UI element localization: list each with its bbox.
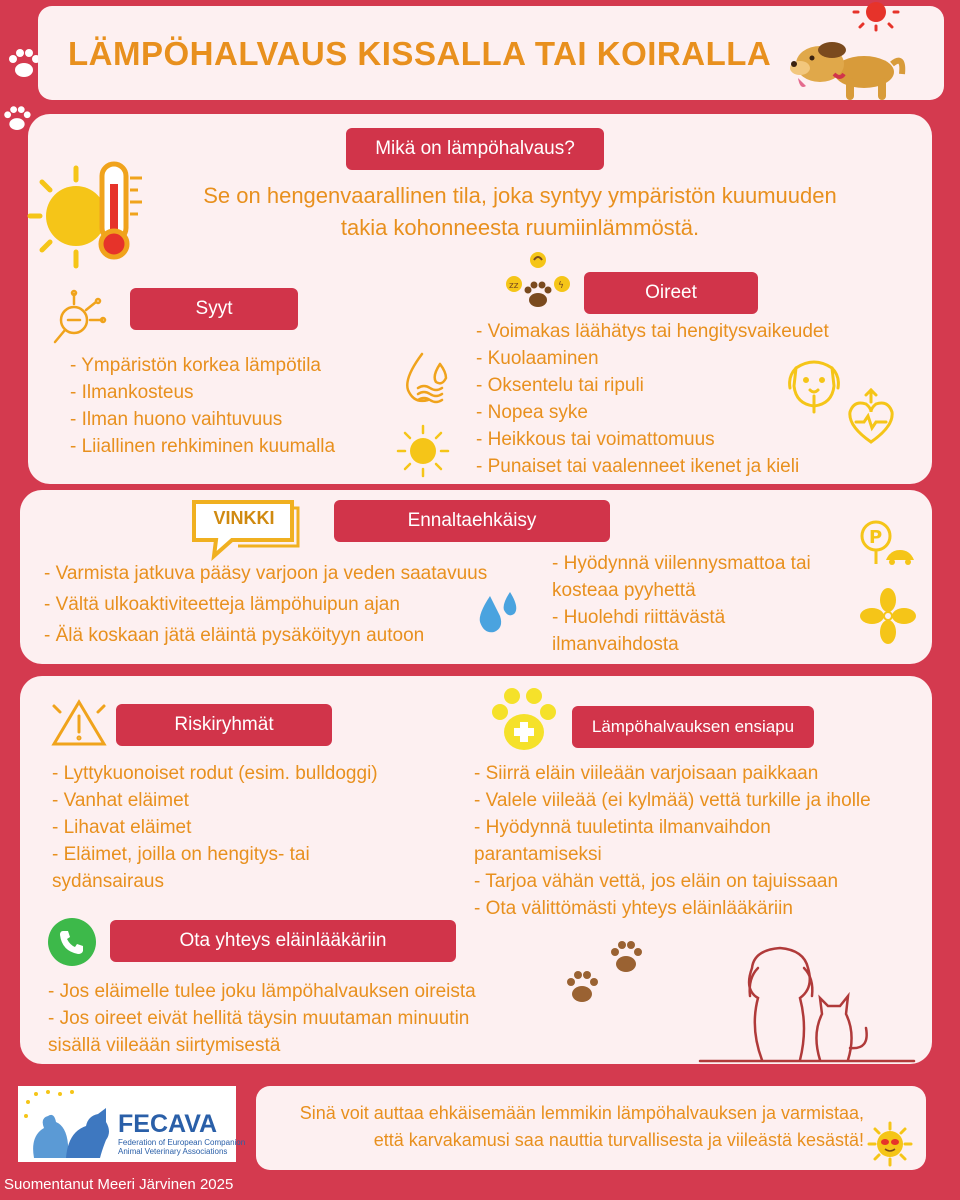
dog-and-cat-silhouette-icon bbox=[700, 938, 914, 1064]
prevention-right-list bbox=[552, 550, 811, 658]
definition-text bbox=[150, 180, 890, 244]
risk-list bbox=[52, 760, 378, 895]
list-line: ilmanvaihdosta bbox=[552, 634, 679, 655]
first-aid-list bbox=[474, 760, 871, 922]
list-item: - Ympäristön korkea lämpötila bbox=[70, 355, 321, 376]
list-item: - Oksentelu tai ripuli bbox=[476, 375, 644, 396]
sun-thermometer-icon bbox=[34, 160, 150, 278]
symptoms-list bbox=[476, 318, 829, 480]
logo-subtitle bbox=[118, 1138, 245, 1156]
list-line: - Lyttykuonoiset rodut (esim. bulldoggi) bbox=[52, 763, 378, 784]
list-item: - Liiallinen rehkiminen kuumalla bbox=[70, 436, 336, 457]
warning-icon bbox=[48, 696, 110, 748]
tip-badge: VINKKI bbox=[213, 508, 275, 528]
list-item: - Punaiset tai vaalenneet ikenet ja kieli bbox=[476, 456, 800, 477]
list-line: - Huolehdi riittävästä bbox=[552, 607, 726, 628]
svg-text:zz: zz bbox=[509, 281, 519, 291]
fecava-animals-icon bbox=[22, 1088, 114, 1160]
list-item: - Heikkous tai voimattomuus bbox=[476, 429, 715, 450]
definition-line: Se on hengenvaarallinen tila, joka syntyy ympäristön kuumuuden bbox=[203, 183, 837, 208]
list-line: - Valele viileää (ei kylmää) vettä turkille ja iholle bbox=[474, 790, 871, 811]
list-line: - Vanhat eläimet bbox=[52, 790, 189, 811]
causes-list bbox=[70, 352, 335, 460]
sun-sunglasses-icon bbox=[868, 1122, 912, 1166]
prevention-heading: Ennaltaehkäisy bbox=[334, 500, 610, 542]
first-aid-paw-icon bbox=[490, 686, 558, 754]
list-line: - Eläimet, joilla on hengitys- tai bbox=[52, 844, 310, 865]
list-line: sisällä viileään siirtymisestä bbox=[48, 1035, 281, 1056]
phone-icon bbox=[48, 918, 96, 966]
list-line: sydänsairaus bbox=[52, 871, 164, 892]
fan-icon bbox=[860, 588, 916, 644]
logo-subtitle-line: Federation of European Companion bbox=[118, 1138, 246, 1147]
svg-text:ϟ: ϟ bbox=[558, 281, 564, 291]
paw-prints-icon bbox=[560, 938, 650, 1010]
closing-line: että karvakamusi saa nauttia turvallisesta ja viileästä kesästä! bbox=[373, 1130, 864, 1150]
list-line: - Lihavat eläimet bbox=[52, 817, 192, 838]
paw-symptoms-icon bbox=[504, 250, 570, 312]
hot-dog-icon bbox=[782, 34, 910, 104]
page-title: LÄMPÖHALVAUS KISSALLA TAI KOIRALLA bbox=[68, 35, 772, 72]
list-line: - Hyödynnä tuuletinta ilmanvaihdon bbox=[474, 817, 771, 838]
list-line: - Ota välittömästi yhteys eläinlääkäriin bbox=[474, 898, 793, 919]
list-line: - Tarjoa vähän vettä, jos eläin on tajuissaan bbox=[474, 871, 839, 892]
closing-line: Sinä voit auttaa ehkäisemään lemmikin lämpöhalvauksen ja varmistaa, bbox=[299, 1103, 864, 1123]
first-aid-heading: Lämpöhalvauksen ensiapu bbox=[572, 706, 814, 748]
list-item: - Voimakas läähätys tai hengitysvaikeudet bbox=[476, 321, 829, 342]
definition-line: takia kohonneesta ruumiinlämmöstä. bbox=[340, 215, 700, 240]
magnifier-icon bbox=[52, 290, 104, 348]
list-line: kosteaa pyyhettä bbox=[552, 580, 696, 601]
contact-list bbox=[48, 978, 476, 1059]
list-item: - Ilmankosteus bbox=[70, 382, 194, 403]
list-line: parantamiseksi bbox=[474, 844, 602, 865]
list-line: - Jos oireet eivät hellitä täysin muutaman minuutin bbox=[48, 1008, 470, 1029]
drooling-dog-icon bbox=[786, 356, 842, 416]
closing-text bbox=[262, 1100, 864, 1154]
sun-icon bbox=[396, 424, 450, 478]
svg-text:P: P bbox=[869, 527, 883, 548]
list-line: - Siirrä eläin viileään varjoisaan paikkaan bbox=[474, 763, 819, 784]
list-line: - Hyödynnä viilennysmattoa tai bbox=[552, 553, 811, 574]
list-item: - Vältä ulkoaktiviteetteja lämpöhuipun ajan bbox=[44, 594, 400, 615]
symptoms-heading: Oireet bbox=[584, 272, 758, 314]
list-line: - Jos eläimelle tulee joku lämpöhalvauksen oireista bbox=[48, 981, 476, 1002]
definition-heading: Mikä on lämpöhalvaus? bbox=[346, 128, 604, 170]
translator-credit: Suomentanut Meeri Järvinen 2025 bbox=[4, 1176, 234, 1193]
list-item: - Kuolaaminen bbox=[476, 348, 599, 369]
list-item: - Nopea syke bbox=[476, 402, 588, 423]
parked-car-icon bbox=[860, 520, 916, 570]
contact-heading: Ota yhteys eläinlääkäriin bbox=[110, 920, 456, 962]
prevention-left-list bbox=[44, 558, 487, 651]
water-drops-icon bbox=[470, 590, 522, 636]
sun-icon bbox=[852, 0, 900, 30]
list-item: - Ilman huono vaihtuvuus bbox=[70, 409, 283, 430]
risk-heading: Riskiryhmät bbox=[116, 704, 332, 746]
logo-name: FECAVA bbox=[118, 1110, 218, 1138]
logo-subtitle-line: Animal Veterinary Associations bbox=[118, 1147, 228, 1156]
causes-heading: Syyt bbox=[130, 288, 298, 330]
heart-rate-icon bbox=[846, 388, 896, 446]
humidity-drop-icon bbox=[400, 350, 454, 406]
list-item: - Älä koskaan jätä eläintä pysäköityyn autoon bbox=[44, 625, 425, 646]
list-item: - Varmista jatkuva pääsy varjoon ja veden saatavuus bbox=[44, 563, 488, 584]
